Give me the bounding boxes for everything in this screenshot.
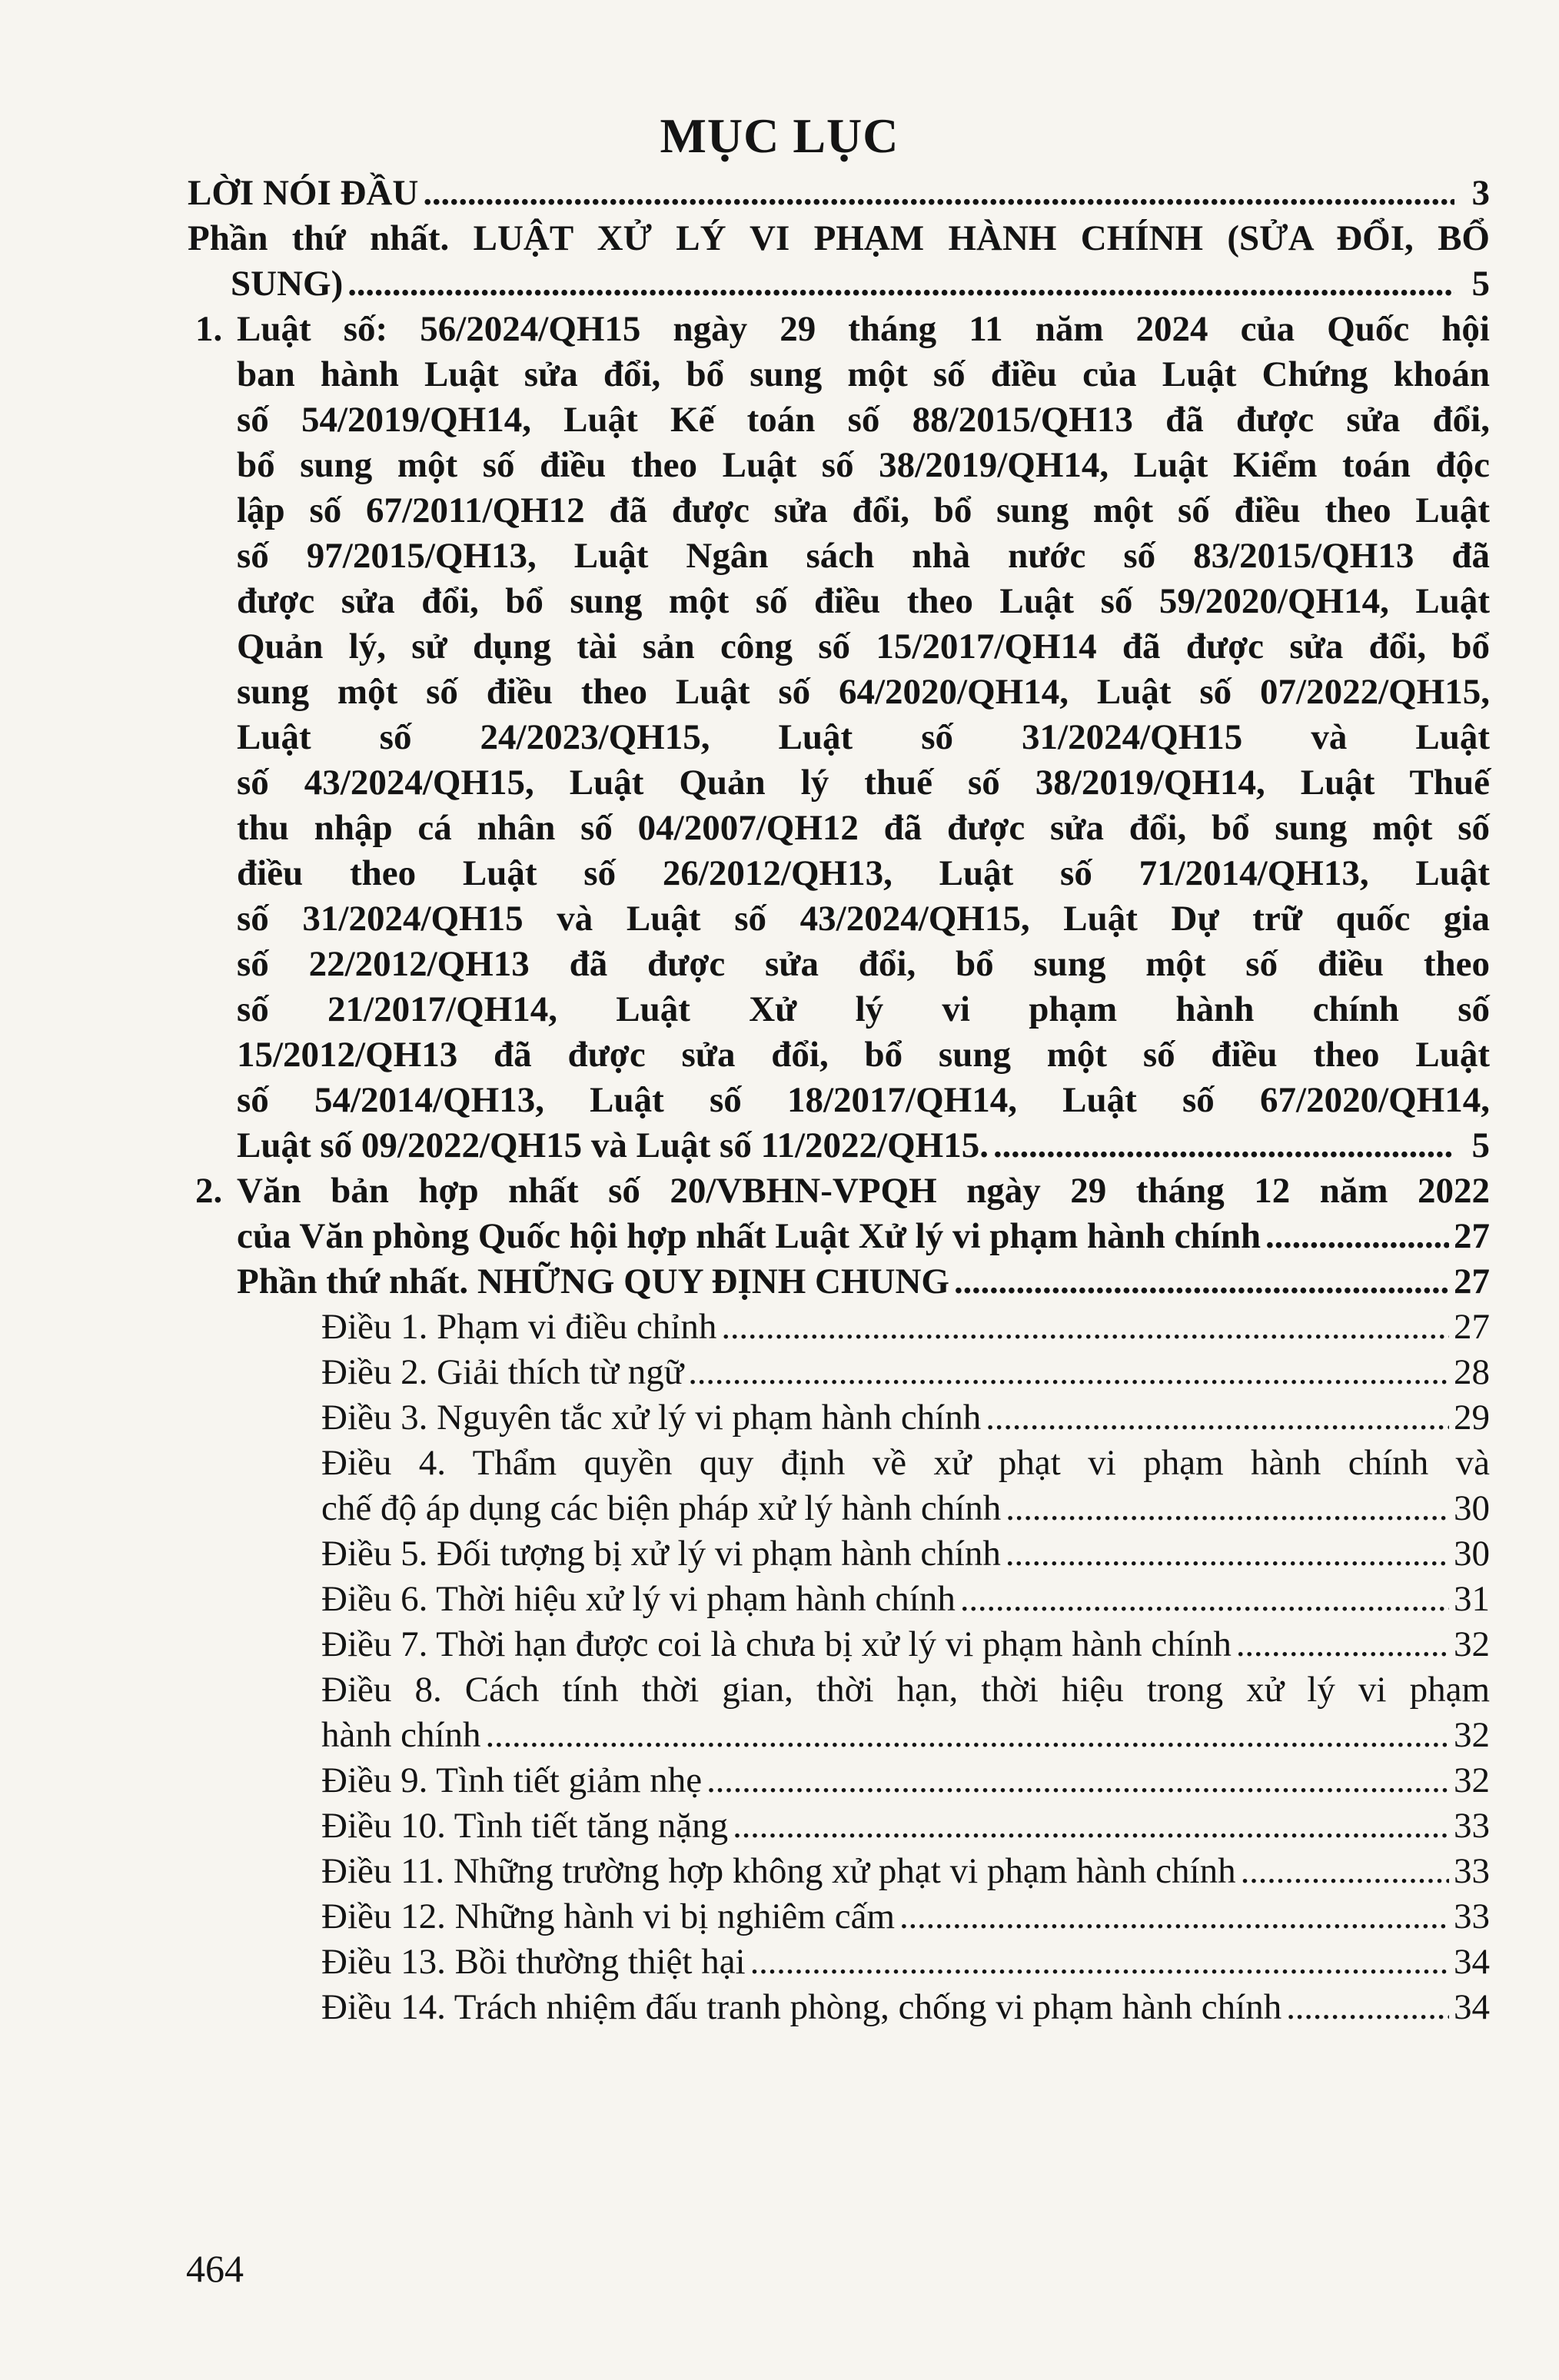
toc-article-entry [321,1849,1490,1894]
toc-article-title-cont: hành chính [321,1715,481,1755]
toc-entry-title-line: số 97/2015/QH13, Luật Ngân sách nhà nước số 83/2015/QH13 đã [237,536,1490,576]
toc-entry-item-2 [188,1168,1490,1305]
toc-article-title: Điều 5. Đối tượng bị xử lý vi phạm hành chính [321,1534,1001,1574]
page-number: 464 [186,2247,244,2290]
toc-page-number: 34 [1454,1942,1490,1982]
toc-entry-title-line: số 43/2024/QH15, Luật Quản lý thuế số 38/2019/QH14, Luật Thuế [237,763,1490,803]
toc-article-title-cont: chế độ áp dụng các biện pháp xử lý hành chính [321,1488,1002,1528]
toc-entry-title: Văn bản hợp nhất số 20/VBHN-VPQH ngày 29 tháng 12 năm 2022 [237,1171,1490,1211]
dot-leader [1286,1985,1449,2030]
toc-entry-title-cont: SUNG) [231,264,344,304]
dot-leader [993,1123,1454,1168]
toc-page-number: 32 [1454,1624,1490,1664]
toc-entry-part-general: Phần thứ nhất. NHỮNG QUY ĐỊNH CHUNG [237,1261,949,1301]
toc-entry-title-line: được sửa đổi, bổ sung một số điều theo Luật số 59/2020/QH14, Luật [237,581,1490,621]
dot-leader [706,1758,1449,1803]
toc-entry-title: LỜI NÓI ĐẦU [188,173,419,213]
toc-page-number: 34 [1454,1987,1490,2027]
toc-entry-title-line: ban hành Luật sửa đổi, bổ sung một số điều của Luật Chứng khoán [237,354,1490,394]
toc-page-number: 33 [1454,1851,1490,1891]
toc-entry-title-line: bổ sung một số điều theo Luật số 38/2019/QH14, Luật Kiểm toán độc [237,445,1490,485]
toc-article-title: Điều 13. Bồi thường thiệt hại [321,1942,746,1982]
toc-entry-title-line: Luật số: 56/2024/QH15 ngày 29 tháng 11 năm 2024 của Quốc hội [237,309,1490,349]
dot-leader [960,1577,1449,1622]
toc-page-number: 28 [1454,1352,1490,1392]
toc-item-number: 1. [195,309,223,349]
dot-leader [1236,1622,1449,1667]
toc-article-title: Điều 6. Thời hiệu xử lý vi phạm hành chính [321,1579,956,1619]
dot-leader [750,1940,1449,1985]
toc-article-entry [321,1940,1490,1985]
toc-page-number: 5 [1471,1125,1490,1165]
toc-entry-title-line: sung một số điều theo Luật số 64/2020/QH14, Luật số 07/2022/QH15, [237,672,1490,712]
toc-article-list [188,1305,1490,2030]
dot-leader [721,1305,1449,1350]
toc-item-lines [237,307,1490,1123]
toc-entry-title-line: 15/2012/QH13 đã được sửa đổi, bổ sung một số điều theo Luật [237,1035,1490,1075]
dot-leader [1265,1214,1449,1259]
toc-page-number: 31 [1454,1579,1490,1619]
toc-entry-title-cont: của Văn phòng Quốc hội hợp nhất Luật Xử lý vi phạm hành chính [237,1216,1261,1256]
dot-leader [1006,1531,1449,1577]
dot-leader [733,1803,1449,1849]
toc-article-entry [321,1395,1490,1441]
toc-page-number: 30 [1454,1488,1490,1528]
toc-entry-part-1 [188,216,1490,307]
toc-page-number: 27 [1454,1216,1490,1256]
toc-entry-title-line: lập số 67/2011/QH12 đã được sửa đổi, bổ sung một số điều theo Luật [237,490,1490,530]
dot-leader [954,1259,1449,1305]
toc-article-entry [321,1985,1490,2030]
toc-entry-title-line: số 54/2019/QH14, Luật Kế toán số 88/2015/QH13 đã được sửa đổi, [237,400,1490,440]
dot-leader [423,171,1454,216]
toc-article-title: Điều 14. Trách nhiệm đấu tranh phòng, chống vi phạm hành chính [321,1987,1282,2027]
toc-article-entry [321,1531,1490,1577]
toc-article-title: Điều 2. Giải thích từ ngữ [321,1352,684,1392]
toc-article-entry [321,1803,1490,1849]
toc-page-number: 30 [1454,1534,1490,1574]
toc-entry-title-line: Luật số 24/2023/QH15, Luật số 31/2024/QH15 và Luật [237,717,1490,757]
toc-entry-title-line: số 31/2024/QH15 và Luật số 43/2024/QH15, Luật Dự trữ quốc gia [237,899,1490,939]
toc-article-title: Điều 1. Phạm vi điều chỉnh [321,1307,717,1347]
toc-entry-title-line: điều theo Luật số 26/2012/QH13, Luật số 71/2014/QH13, Luật [237,853,1490,893]
toc-article-entry [321,1305,1490,1350]
dot-leader [899,1894,1449,1940]
toc-article-title: Điều 12. Những hành vi bị nghiêm cấm [321,1896,896,1936]
dot-leader [347,261,1454,307]
toc-article-entry [321,1577,1490,1622]
page-title: MỤC LỤC [660,108,899,163]
toc-page-number: 3 [1471,173,1490,213]
toc-page-number: 33 [1454,1806,1490,1846]
toc-page-number: 27 [1454,1261,1490,1301]
toc-article-entry [321,1622,1490,1667]
toc-entry-title-line: Quản lý, sử dụng tài sản công số 15/2017/QH14 đã được sửa đổi, bổ [237,627,1490,666]
toc-page-number: 27 [1454,1307,1490,1347]
toc-article-title: Điều 10. Tình tiết tăng nặng [321,1806,729,1846]
toc-article-title: Điều 3. Nguyên tắc xử lý vi phạm hành chính [321,1398,982,1438]
toc-entry-preface [188,171,1490,216]
toc-article-entry [321,1441,1490,1531]
toc-page-number: 5 [1471,264,1490,304]
toc-item-number: 2. [195,1171,223,1211]
toc-page-number: 32 [1454,1715,1490,1755]
dot-leader [688,1350,1449,1395]
toc-page-number: 32 [1454,1760,1490,1800]
dot-leader [1241,1849,1449,1894]
toc-entry-title: Phần thứ nhất. LUẬT XỬ LÝ VI PHẠM HÀNH CHÍNH (SỬA ĐỔI, BỔ [188,218,1490,258]
toc-entry-title-line: số 54/2014/QH13, Luật số 18/2017/QH14, Luật số 67/2020/QH14, [237,1080,1490,1120]
toc-article-title: Điều 11. Những trường hợp không xử phạt vi phạm hành chính [321,1851,1236,1891]
toc-article-entry [321,1667,1490,1758]
toc-entry-title-line: số 21/2017/QH14, Luật Xử lý vi phạm hành chính số [237,989,1490,1029]
toc-entry-item-1 [188,307,1490,1168]
dot-leader [486,1713,1449,1758]
dot-leader [986,1395,1449,1441]
toc-page-number: 29 [1454,1398,1490,1438]
dot-leader [1006,1486,1449,1531]
toc-entry-title-line: thu nhập cá nhân số 04/2007/QH12 đã được sửa đổi, bổ sung một số [237,808,1490,848]
toc-entry-title-line: số 22/2012/QH13 đã được sửa đổi, bổ sung một số điều theo [237,944,1490,984]
table-of-contents [188,171,1490,2030]
toc-article-entry [321,1758,1490,1803]
toc-article-entry [321,1350,1490,1395]
toc-article-title: Điều 8. Cách tính thời gian, thời hạn, thời hiệu trong xử lý vi phạm [321,1670,1490,1710]
toc-page-number: 33 [1454,1896,1490,1936]
toc-entry-title-last: Luật số 09/2022/QH15 và Luật số 11/2022/QH15. [237,1125,989,1165]
toc-article-title: Điều 4. Thẩm quyền quy định về xử phạt vi phạm hành chính và [321,1443,1490,1483]
toc-article-entry [321,1894,1490,1940]
toc-article-title: Điều 9. Tình tiết giảm nhẹ [321,1760,703,1800]
toc-article-title: Điều 7. Thời hạn được coi là chưa bị xử lý vi phạm hành chính [321,1624,1232,1664]
